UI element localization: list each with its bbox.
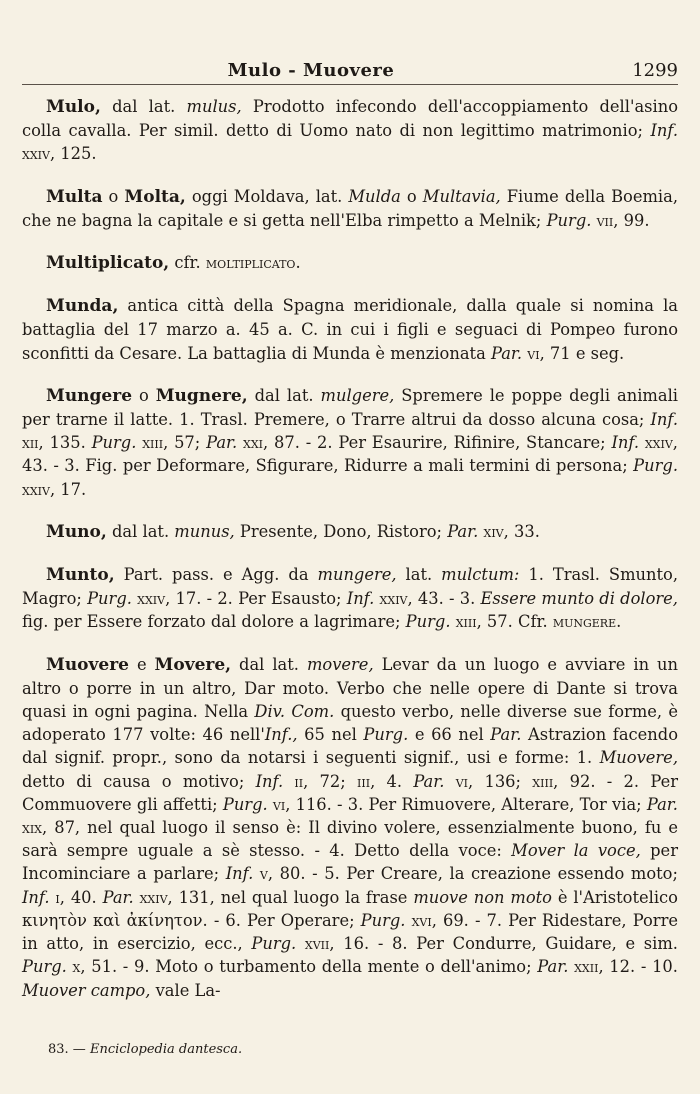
- entry-text: , 4.: [370, 771, 414, 791]
- dictionary-entry: [22, 384, 678, 501]
- entry-text: o: [400, 186, 423, 206]
- entry-text: Fiume della Boemia, che ne bagna la capitale e si getta nell'Elba rimpetto a Melnik;: [22, 186, 679, 230]
- entry-text: Part. pass. e Agg. da: [114, 565, 318, 585]
- entry-text: xiii: [455, 612, 477, 632]
- dictionary-entry: [22, 95, 678, 166]
- entry-text: 1. Trasl. Smunto, Magro;: [22, 565, 679, 609]
- entry-text: o: [132, 385, 156, 405]
- dictionary-entry: [22, 520, 678, 544]
- entry-text: Purg.: [91, 433, 137, 453]
- entry-text: .: [295, 253, 301, 273]
- entry-text: , 33.: [503, 521, 540, 541]
- entry-text: Div. Com.: [254, 702, 335, 722]
- header-rule: [22, 84, 678, 85]
- entry-text: Purg.: [633, 456, 678, 476]
- dictionary-entry: [22, 251, 678, 275]
- entry-headword: Multiplicato,: [46, 253, 170, 274]
- entry-text: Inf.: [650, 410, 678, 430]
- entry-text: vii: [596, 210, 614, 230]
- entry-text: dal lat.: [100, 97, 187, 116]
- entry-text: 65 nel: [297, 725, 364, 745]
- entry-text: Spremere le poppe degli animali per trarne il latte. 1. Trasl. Premere, o Trarre altrui da dosso alcuna cosa;: [22, 385, 678, 430]
- entry-text: Purg.: [405, 612, 451, 632]
- entry-text: vi: [455, 771, 469, 791]
- entry-text: xvi: [411, 910, 432, 930]
- entry-text: xxiv: [379, 589, 408, 609]
- entry-text: Inf.: [346, 589, 375, 609]
- entry-text: Presente, Dono, Ristoro;: [234, 521, 448, 541]
- entry-text: xii: [22, 433, 39, 453]
- entry-variant-headword: Movere,: [154, 654, 232, 675]
- entry-text: , 12. - 10.: [598, 957, 678, 977]
- dictionary-entry: [22, 185, 678, 232]
- entry-text: Inf.: [611, 433, 640, 453]
- entry-text: fig. per Essere forzato dal dolore a lagrimare;: [22, 612, 406, 632]
- entry-text: xiv: [483, 521, 504, 541]
- entries-column: [22, 95, 678, 1021]
- entry-text: , 40.: [59, 887, 103, 907]
- entry-text: xxiv: [22, 144, 50, 164]
- entry-text: Purg.: [251, 934, 297, 954]
- entry-text: , 57. Cfr.: [476, 612, 553, 632]
- entry-text: , 131, nel qual luogo la frase: [167, 887, 414, 907]
- entry-text: e 66 nel: [408, 725, 491, 745]
- entry-headword: Muovere: [46, 654, 129, 675]
- entry-text: Mover la voce,: [511, 841, 641, 861]
- entry-text: .: [616, 612, 622, 632]
- entry-headword: Mungere: [46, 385, 133, 406]
- entry-text: dal lat.: [106, 521, 175, 541]
- entry-headword: Munto,: [46, 565, 115, 586]
- entry-text: Multavia,: [422, 186, 501, 206]
- entry-text: Astrazion facendo dal signif. propr., sono da notarsi i seguenti signif., usi e forme: 1.: [22, 725, 679, 768]
- entry-text: xvii: [304, 934, 330, 954]
- entry-headword: Mulo,: [46, 97, 101, 117]
- entry-text: xxiv: [139, 887, 168, 907]
- entry-text: , 51. - 9. Moto o turbamento della mente o dell'animo;: [80, 957, 538, 977]
- entry-text: Inf.: [255, 771, 284, 791]
- entry-text: xix: [22, 818, 43, 838]
- entry-text: Par.: [537, 957, 569, 977]
- entry-text: munus,: [174, 521, 235, 541]
- entry-text: Par.: [646, 794, 678, 814]
- entry-text: lat.: [396, 565, 442, 585]
- entry-text: Par.: [447, 521, 479, 541]
- entry-text: Purg.: [222, 794, 268, 814]
- entry-text: Purg.: [363, 725, 409, 745]
- entry-text: detto di causa o motivo;: [22, 771, 256, 791]
- entry-text: , 72;: [303, 771, 358, 791]
- entry-text: , 17.: [49, 479, 87, 499]
- entry-text: ii: [294, 771, 304, 791]
- entry-text: Inf.: [22, 887, 50, 907]
- entry-text: Muovere,: [599, 748, 678, 768]
- entry-text: dal lat.: [247, 385, 321, 405]
- footer-signature: [48, 1042, 242, 1057]
- entry-text: Par.: [490, 725, 522, 745]
- entry-text: , 116. - 3. Per Rimuovere, Alterare, Tor via;: [285, 794, 647, 814]
- entry-text: , 92. - 2. Per Commuovere gli affetti;: [22, 771, 678, 814]
- entry-text: xxii: [574, 957, 599, 977]
- entry-text: [296, 934, 305, 953]
- page-number: 1299: [632, 60, 678, 81]
- entry-text: x: [72, 957, 81, 977]
- footer-title: Enciclopedia dantesca.: [89, 1042, 243, 1057]
- entry-text: Par.: [413, 771, 445, 791]
- entry-text: e: [128, 654, 155, 674]
- entry-text: Par.: [490, 343, 523, 363]
- entry-text: , 125.: [49, 144, 97, 164]
- entry-text: , 71 e seg.: [539, 343, 625, 363]
- entry-text: , 87, nel qual luogo il senso è: Il divino volere, essenzialmente buono, fu e sarà sempre uguale a sè stesso. - 4. Detto della voce:: [22, 818, 678, 861]
- entry-text: , 80. - 5. Per Creare, la creazione essendo moto;: [267, 864, 678, 884]
- footer-number: 83. —: [48, 1042, 86, 1057]
- entry-text: [444, 772, 455, 791]
- entry-text: xiii: [142, 433, 164, 453]
- entry-text: Mulda: [348, 186, 401, 206]
- entry-text: Purg.: [360, 910, 406, 930]
- entry-text: xiii: [532, 771, 554, 791]
- entry-text: , 17. - 2. Per Esausto;: [165, 589, 347, 609]
- entry-text: mulus,: [186, 97, 242, 116]
- entry-variant-headword: Molta,: [124, 186, 186, 207]
- entry-text: , 135.: [38, 433, 92, 453]
- entry-text: i: [55, 887, 60, 907]
- entry-text: questo verbo, nelle diverse sue forme, è adoperato 177 volte: 46 nell': [22, 702, 678, 745]
- entry-text: mulctum:: [441, 565, 520, 585]
- entry-text: vale La-: [150, 980, 221, 1000]
- entry-text: iii: [357, 771, 371, 791]
- entry-text: [283, 772, 294, 791]
- entry-text: movere,: [306, 654, 374, 674]
- entry-text: Purg.: [546, 210, 592, 230]
- entry-text: è l'Aristotelico κινητὸν καὶ ἀκίνητον. - 6. Per Operare;: [22, 887, 678, 930]
- entry-text: , 43. - 3.: [407, 589, 481, 609]
- entry-text: Inf.,: [264, 725, 298, 745]
- entry-headword: Munda,: [46, 296, 119, 317]
- entry-text: , 87. - 2. Per Esaurire, Rifinire, Stancare;: [263, 433, 612, 453]
- entry-text: , 57;: [163, 433, 207, 453]
- entry-text: xxiv: [137, 589, 166, 609]
- entry-text: xxi: [243, 433, 264, 453]
- entry-text: Essere munto di dolore,: [480, 589, 678, 609]
- entry-text: , 69. - 7. Per Ridestare, Porre in atto, in esercizio, ecc.,: [22, 910, 678, 954]
- entry-text: moltiplicato: [205, 253, 296, 273]
- entry-text: oggi Moldava, lat.: [185, 186, 349, 206]
- entry-text: Inf.: [225, 864, 254, 884]
- entry-text: , 16. - 8. Per Condurre, Guidare, e sim.: [329, 934, 678, 954]
- entry-text: cfr.: [169, 253, 206, 273]
- entry-text: v: [259, 864, 268, 884]
- entry-text: mungere: [552, 612, 617, 632]
- entry-text: xxiv: [22, 479, 50, 499]
- entry-text: vi: [272, 794, 286, 814]
- entry-text: , 43. - 3. Fig. per Deformare, Sfigurare, Ridurre a mali termini di persona;: [22, 433, 678, 476]
- entry-text: per Incominciare a parlare;: [22, 841, 678, 884]
- entry-text: vi: [527, 343, 540, 363]
- entry-text: dal lat.: [231, 654, 307, 674]
- entry-text: o: [102, 186, 125, 206]
- entry-text: Par.: [102, 887, 134, 907]
- entry-variant-headword: Mugnere,: [155, 385, 248, 406]
- entry-text: Levar da un luogo e avviare in un altro o porre in un altro, Dar moto. Verbo che nelle opere di Dante si trova quasi in ogni pagina. Nella: [22, 654, 678, 722]
- entry-headword: Multa: [46, 186, 103, 207]
- entry-text: Purg.: [22, 957, 67, 977]
- entry-text: xxiv: [644, 433, 673, 453]
- entry-text: , 136;: [468, 771, 533, 791]
- dictionary-entry: [22, 294, 678, 365]
- entry-text: Purg.: [87, 589, 132, 609]
- entry-text: mulgere,: [320, 385, 395, 405]
- entry-text: Inf.: [650, 121, 678, 141]
- entry-headword: Muno,: [46, 521, 107, 542]
- entry-text: muove non moto: [413, 887, 552, 907]
- entry-text: Par.: [206, 433, 238, 453]
- entry-text: antica città della Spagna meridionale, dalla quale si nomina la battaglia del 17 marzo a. 45 a. C. in cui i figli e seguaci di Pompeo furono sconfitti da Cesare. La battaglia di Munda è menzionata: [22, 296, 678, 363]
- entry-text: mungere,: [317, 565, 397, 585]
- entry-text: , 99.: [613, 210, 650, 230]
- dictionary-entry: [22, 563, 678, 634]
- dictionary-entry: [22, 653, 678, 1002]
- entry-text: Prodotto infecondo dell'accoppiamento dell'asino colla cavalla. Per simil. detto di Uomo nato di non legittimo matrimonio;: [22, 97, 679, 141]
- running-title: Mulo - Muovere: [227, 60, 395, 81]
- entry-text: [253, 864, 260, 883]
- entry-text: Muover campo,: [22, 980, 151, 1000]
